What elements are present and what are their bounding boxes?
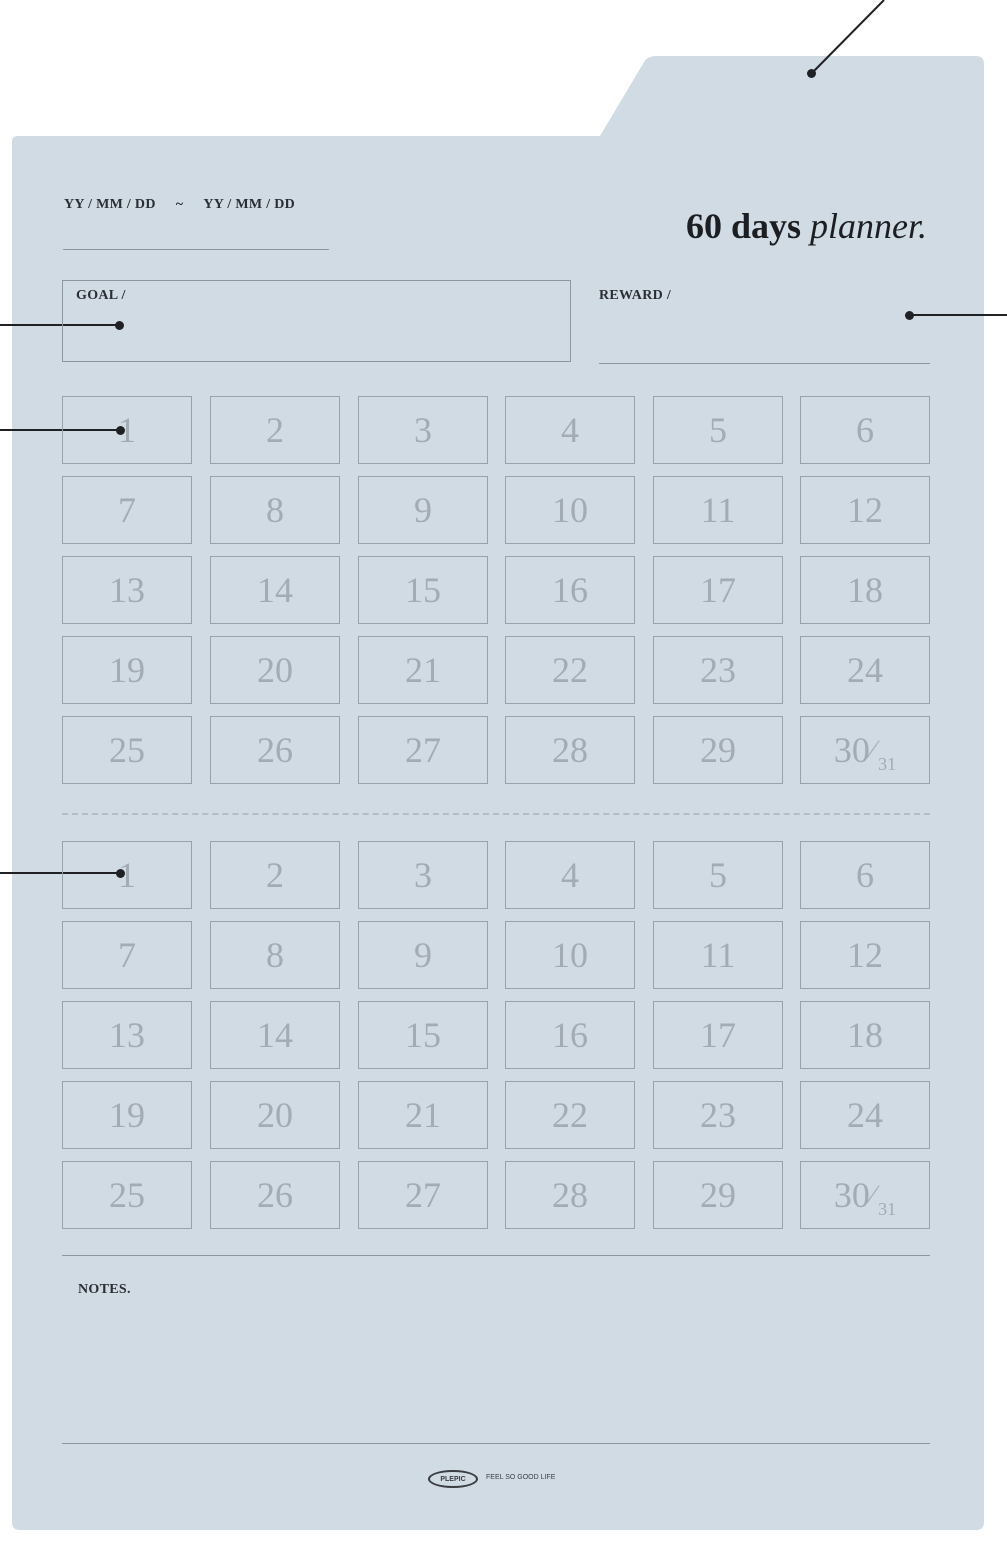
day-cell[interactable]: [210, 716, 340, 784]
day-cell[interactable]: [800, 921, 930, 989]
title-italic: planner.: [810, 206, 927, 246]
day-number: 22: [552, 650, 588, 690]
day-number: 30: [833, 1175, 870, 1215]
day-number: 9: [414, 935, 432, 975]
day-cell[interactable]: [505, 476, 635, 544]
day-cell[interactable]: [210, 476, 340, 544]
day-number: 16: [552, 570, 588, 610]
day-number: 12: [847, 935, 883, 975]
day-number: 7: [118, 935, 136, 975]
brand-tagline: FEEL SO GOOD LIFE: [486, 1474, 556, 1481]
day-number: 1: [118, 855, 136, 895]
day-cell[interactable]: [358, 1081, 488, 1149]
day-number: 7: [118, 490, 136, 530]
day-cell[interactable]: [800, 841, 930, 909]
day-number: 6: [856, 855, 874, 895]
day-cell[interactable]: [800, 476, 930, 544]
day-number: 23: [700, 650, 736, 690]
day-cell[interactable]: [800, 636, 930, 704]
day-number: 29: [700, 1175, 736, 1215]
day-number: 10: [552, 490, 588, 530]
day-cell[interactable]: [800, 1161, 930, 1229]
day-cell[interactable]: [210, 556, 340, 624]
day-cell[interactable]: [505, 1001, 635, 1069]
day-cell[interactable]: [505, 636, 635, 704]
day-number: 6: [856, 410, 874, 450]
day-number: 11: [700, 490, 736, 530]
day-cell[interactable]: [62, 396, 192, 464]
day-number: 28: [552, 1175, 588, 1215]
grid-divider: [62, 813, 930, 815]
day-number: 21: [405, 1095, 441, 1135]
day-cell[interactable]: [653, 476, 783, 544]
day-number: 20: [257, 650, 293, 690]
reward-underline[interactable]: [599, 363, 930, 364]
day-cell[interactable]: [653, 396, 783, 464]
day-number: 5: [709, 410, 727, 450]
date-underline: [63, 249, 329, 250]
day-cell[interactable]: [358, 396, 488, 464]
day-cell[interactable]: [358, 1001, 488, 1069]
day-number: 27: [405, 1175, 441, 1215]
day-cell[interactable]: [210, 1081, 340, 1149]
day-cell[interactable]: [210, 921, 340, 989]
day-number: 24: [847, 650, 883, 690]
day-slash: ⁄: [870, 1180, 876, 1209]
date-range: [64, 197, 295, 213]
day-number: 16: [552, 1015, 588, 1055]
day-cell[interactable]: [62, 1161, 192, 1229]
day-number: 12: [847, 490, 883, 530]
day-cell[interactable]: [358, 476, 488, 544]
day-number: 13: [109, 1015, 145, 1055]
brand-logo: PLEPIC: [428, 1470, 478, 1488]
day-number: 14: [257, 570, 293, 610]
day-number: 17: [700, 1015, 736, 1055]
day-cell[interactable]: [505, 841, 635, 909]
day-cell[interactable]: [62, 476, 192, 544]
day-cell[interactable]: [505, 1161, 635, 1229]
day-number: 13: [109, 570, 145, 610]
day-number: 18: [847, 570, 883, 610]
day-cell[interactable]: [62, 1001, 192, 1069]
day-number: 9: [414, 490, 432, 530]
day-cell[interactable]: [358, 636, 488, 704]
day-number: 21: [405, 650, 441, 690]
day-cell[interactable]: [653, 716, 783, 784]
day-cell[interactable]: [62, 716, 192, 784]
day-cell[interactable]: [800, 556, 930, 624]
day-number: 24: [847, 1095, 883, 1135]
day-cell[interactable]: [505, 556, 635, 624]
day-cell[interactable]: [505, 921, 635, 989]
goal-label: GOAL /: [76, 288, 126, 303]
day-number: 8: [266, 490, 284, 530]
day-number: 2: [266, 410, 284, 450]
day-number: 3: [414, 855, 432, 895]
day-number: 14: [257, 1015, 293, 1055]
day-cell[interactable]: [653, 1001, 783, 1069]
day-number: 2: [266, 855, 284, 895]
day-number: 5: [709, 855, 727, 895]
day-number: 18: [847, 1015, 883, 1055]
day-cell[interactable]: [800, 396, 930, 464]
day-number: 11: [700, 935, 736, 975]
day-number: 28: [552, 730, 588, 770]
day-cell[interactable]: [653, 1081, 783, 1149]
day-cell[interactable]: [800, 1081, 930, 1149]
reward-pointer-dot: [905, 311, 914, 320]
day-number: 20: [257, 1095, 293, 1135]
day-cell[interactable]: [800, 716, 930, 784]
notes-top-rule: [62, 1255, 930, 1256]
goal-field[interactable]: [62, 280, 571, 362]
title-bold: 60 days: [685, 206, 801, 246]
day-number: 15: [405, 570, 441, 610]
day-cell[interactable]: [210, 1001, 340, 1069]
day-cell[interactable]: [653, 556, 783, 624]
day-cell[interactable]: [653, 921, 783, 989]
date-range-separator: ~: [175, 197, 184, 212]
day-cell[interactable]: [358, 716, 488, 784]
day-cell[interactable]: [62, 556, 192, 624]
day-number: 29: [700, 730, 736, 770]
day-number: 19: [109, 650, 145, 690]
day-cell[interactable]: [210, 841, 340, 909]
day-cell[interactable]: [505, 396, 635, 464]
notes-bottom-rule: [62, 1443, 930, 1444]
day-cell[interactable]: [653, 636, 783, 704]
day-number: 26: [257, 730, 293, 770]
day-cell[interactable]: [210, 636, 340, 704]
day-number: 25: [109, 1175, 145, 1215]
day-cell[interactable]: [358, 1161, 488, 1229]
day-cell[interactable]: [505, 716, 635, 784]
day-number: 26: [257, 1175, 293, 1215]
day-number: 4: [561, 410, 579, 450]
day-cell[interactable]: [358, 921, 488, 989]
day-cell[interactable]: [62, 921, 192, 989]
day-cell[interactable]: [358, 556, 488, 624]
day-cell[interactable]: [62, 1081, 192, 1149]
day-number-alt: 31: [878, 1199, 897, 1219]
day-cell[interactable]: [62, 636, 192, 704]
day-number: 22: [552, 1095, 588, 1135]
day-number: 19: [109, 1095, 145, 1135]
day-cell[interactable]: [210, 1161, 340, 1229]
day-number: 23: [700, 1095, 736, 1135]
day-number: 4: [561, 855, 579, 895]
date-end-field[interactable]: YY / MM / DD: [203, 197, 296, 212]
day-number: 30: [833, 730, 870, 770]
day-number: 8: [266, 935, 284, 975]
day-number: 3: [414, 410, 432, 450]
day-number: 25: [109, 730, 145, 770]
notes-area[interactable]: [62, 1305, 930, 1435]
day-number: 15: [405, 1015, 441, 1055]
reward-label: REWARD /: [599, 288, 672, 303]
tab-pointer-dot: [807, 69, 816, 78]
day-cell[interactable]: [653, 1161, 783, 1229]
day-cell[interactable]: [358, 841, 488, 909]
day-cell[interactable]: [62, 841, 192, 909]
day-number-alt: 31: [878, 754, 897, 774]
day-cell[interactable]: [800, 1001, 930, 1069]
day-cell[interactable]: [505, 1081, 635, 1149]
date-start-field[interactable]: YY / MM / DD: [64, 197, 156, 212]
day-slash: ⁄: [870, 735, 876, 764]
notes-label: NOTES.: [78, 1282, 131, 1297]
day-number: 27: [405, 730, 441, 770]
day-number: 17: [700, 570, 736, 610]
page-title: [686, 205, 927, 247]
day-cell[interactable]: [653, 841, 783, 909]
day-cell[interactable]: [210, 396, 340, 464]
day-number: 10: [552, 935, 588, 975]
day-number: 1: [118, 410, 136, 450]
